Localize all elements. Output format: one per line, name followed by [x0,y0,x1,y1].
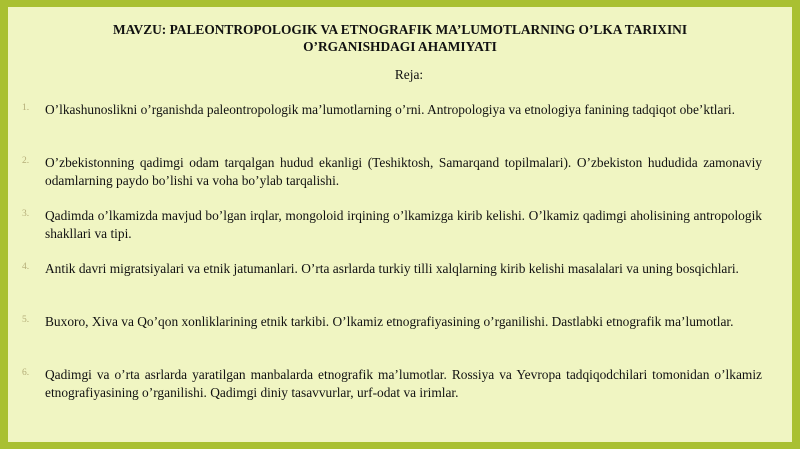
plan-list [8,101,792,419]
list-item [8,260,792,313]
list-item [8,313,792,366]
list-item-text: Qadimda o’lkamizda mavjud bo’lgan irqlar, mongoloid irqining o’lkamizga kirib kelishi. O’lkamiz qadimgi aholisining antropologik shakllari va tipi. [45,208,762,241]
list-item-number: 2. [22,156,30,166]
list-item-text: O’lkashunoslikni o’rganishda paleontropologik ma’lumotlarning o’rni. Antropologiya va etnologiya fanining tadqiqot obe’ktlari. [45,102,735,117]
list-item-number: 6. [22,368,30,378]
list-item [8,366,792,419]
list-item-text: Antik davri migratsiyalari va etnik jatumanlari. O’rta asrlarda turkiy tilli xalqlarning kirib kelishi masalalari va uning bosqichlari. [45,261,739,276]
list-item-number: 3. [22,209,30,219]
list-item-number: 1. [22,103,30,113]
list-item [8,101,792,154]
list-item-number: 4. [22,262,30,272]
list-item-text: O’zbekistonning qadimgi odam tarqalgan hudud ekanligi (Teshiktosh, Samarqand topilmalari). O’zbekiston hududida zamonaviy odamlarning paydo bo’lishi va voha bo’ylab tarqalishi. [45,155,762,188]
plan-heading: Reja: [394,67,424,82]
list-item-text: Buxoro, Xiva va Qo’qon xonliklarining etnik tarkibi. O’lkamiz etnografiyasining o’rganilishi. Dastlabki etnografik ma’lumotlar. [45,314,734,329]
slide-title: MAVZU: PALEONTROPOLOGIK VA ETNOGRAFIK MA’LUMOTLARNING O’LKA TARIXINI O’RGANISHDAGI AHAMIYATI [112,22,688,54]
slide [8,7,792,442]
list-item [8,207,792,260]
list-item [8,154,792,207]
list-item-number: 5. [22,315,30,325]
list-item-text: Qadimgi va o’rta asrlarda yaratilgan manbalarda etnografik ma’lumotlar. Rossiya va Yevropa tadqiqodchilari tomonidan o’lkamiz etnografiyasining o’rganilishi. Qadimgi diniy tasavvurlar, urf-odat va irimlar. [45,367,762,400]
